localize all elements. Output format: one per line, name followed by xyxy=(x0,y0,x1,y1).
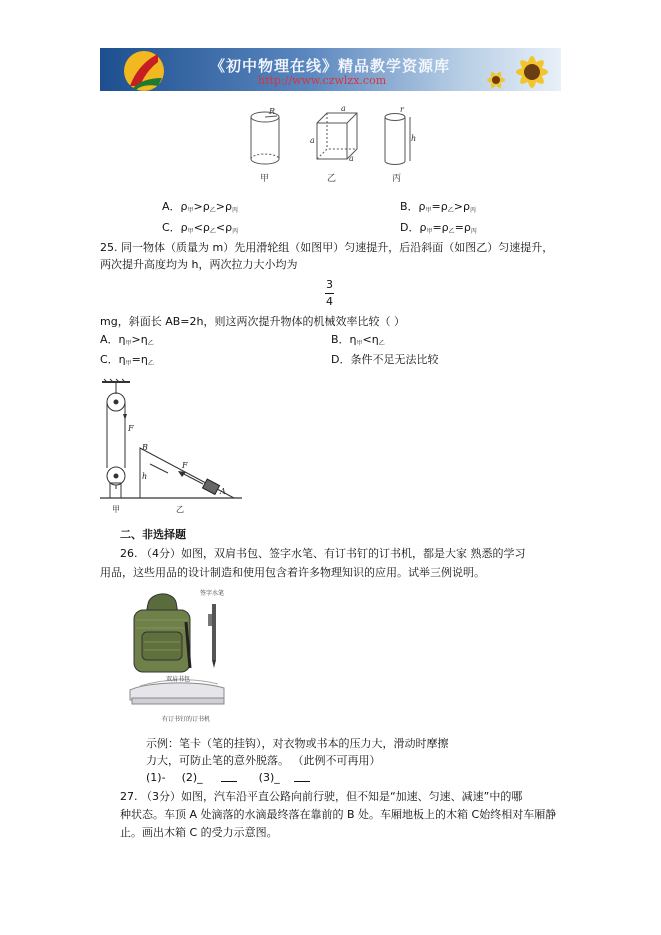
fig-top-label-R: R xyxy=(269,107,276,116)
fig-mid-label-h: h xyxy=(142,472,148,481)
header-banner xyxy=(100,48,561,91)
q26-blank-2-line xyxy=(221,771,237,782)
fig-top-label-a3: a xyxy=(349,154,354,163)
fig-mid-label-F1: F xyxy=(128,424,134,433)
q27-line1: 27. （3分）如图，汽车沿平直公路向前行驶，但不知是“加速、匀速、减速”中的哪 xyxy=(120,790,523,803)
fig-mid-label-B: B xyxy=(142,443,148,452)
fig-mid-arrow-icon xyxy=(123,414,127,420)
fig-mid-caption-jia: 甲 xyxy=(112,505,120,514)
stationery-illustration xyxy=(126,586,232,724)
q26-answer-blanks xyxy=(146,771,310,785)
q26-blank-2: (2)_ xyxy=(181,771,203,784)
q24-option-a: A．$\rho_甲>\rho_乙>\rho_丙$ xyxy=(162,200,238,214)
photo-label-pen: 签字水笔 xyxy=(200,590,225,597)
q27-line3: 止。画出木箱 C 的受力示意图。 xyxy=(120,826,278,839)
q26-line1: 26. （4分）如图，双肩书包、签字水笔、有订书钉的订书机，都是大家 熟悉的学习 xyxy=(120,547,526,560)
q25-option-b: B．$\eta_甲<\eta_乙$ xyxy=(331,333,385,347)
fig-top-caption-yi: 乙 xyxy=(327,174,337,184)
q25-fraction-numerator: 3 xyxy=(326,278,333,291)
q26-example-line1: 示例：笔卡（笔的挂钩），对衣物或书本的压力大，滑动时摩擦 xyxy=(146,737,449,750)
photo-label-backpack: 双肩书包 xyxy=(166,676,191,683)
photo-label-stapler: 有订书钉的订书机 xyxy=(162,716,211,723)
fig-mid-label-A: A xyxy=(220,487,226,496)
q25-fraction-bar xyxy=(325,293,334,294)
q26-example-line2: 力大，可防止笔的意外脱落。 （此例不可再用） xyxy=(146,754,381,767)
q27-line2: 种状态。车顶 A 处滴落的水滴最终落在靠前的 B 处。车厢地板上的木箱 C始终相对车厢静 xyxy=(120,808,557,821)
fig-top-label-h: h xyxy=(411,134,417,143)
q25-fraction-denominator: 4 xyxy=(326,295,333,308)
density-shapes-figure xyxy=(245,103,415,185)
q24-option-d: D．$\rho_甲=\rho_乙=\rho_丙$ xyxy=(400,221,477,235)
q25-option-d: D．条件不足无法比较 xyxy=(331,353,439,366)
fig-top-label-a1: a xyxy=(341,104,346,113)
q25-line1: 25. 同一物体（质量为 m）先用滑轮组（如图甲）匀速提升，后沿斜面（如图乙）匀速提升， xyxy=(100,241,554,254)
q26-line2: 用品，这些用品的设计制造和使用包含着许多物理知识的应用。试举三例说明。 xyxy=(100,566,485,579)
q26-blank-3-line xyxy=(294,771,310,782)
q24-option-b: B．$\rho_甲=\rho_乙>\rho_丙$ xyxy=(400,200,476,214)
q26-blank-1: (1)- xyxy=(146,771,166,784)
q25-option-c: C．$\eta_甲=\eta_乙$ xyxy=(100,353,154,367)
fig-mid-label-F2: F xyxy=(182,461,188,470)
sunflower-icon xyxy=(482,50,561,91)
q25-option-a: A．$\eta_甲>\eta_乙$ xyxy=(100,333,154,347)
fig-top-caption-bing: 丙 xyxy=(392,174,402,184)
q26-blank-3: (3)_ xyxy=(258,771,280,784)
fig-mid-caption-yi: 乙 xyxy=(176,505,184,514)
fig-top-label-a2: a xyxy=(310,136,315,145)
section-title: 二、非选择题 xyxy=(120,528,186,541)
pulley-incline-figure xyxy=(96,376,246,518)
banner-url: http://www.czwlzx.com xyxy=(258,74,387,87)
q24-option-c: C．$\rho_甲<\rho_乙<\rho_丙$ xyxy=(162,221,239,235)
q25-line2: 两次提升高度均为 h，两次拉力大小均为 xyxy=(100,258,298,271)
stationery-photo xyxy=(126,586,232,724)
q25-line3: mg，斜面长 AB=2h，则这两次提升物体的机械效率比较（ ） xyxy=(100,315,405,328)
fig-top-caption-jia: 甲 xyxy=(260,174,270,184)
banner-title: 《初中物理在线》精品教学资源库 xyxy=(210,57,451,75)
fig-top-label-r: r xyxy=(400,105,404,114)
